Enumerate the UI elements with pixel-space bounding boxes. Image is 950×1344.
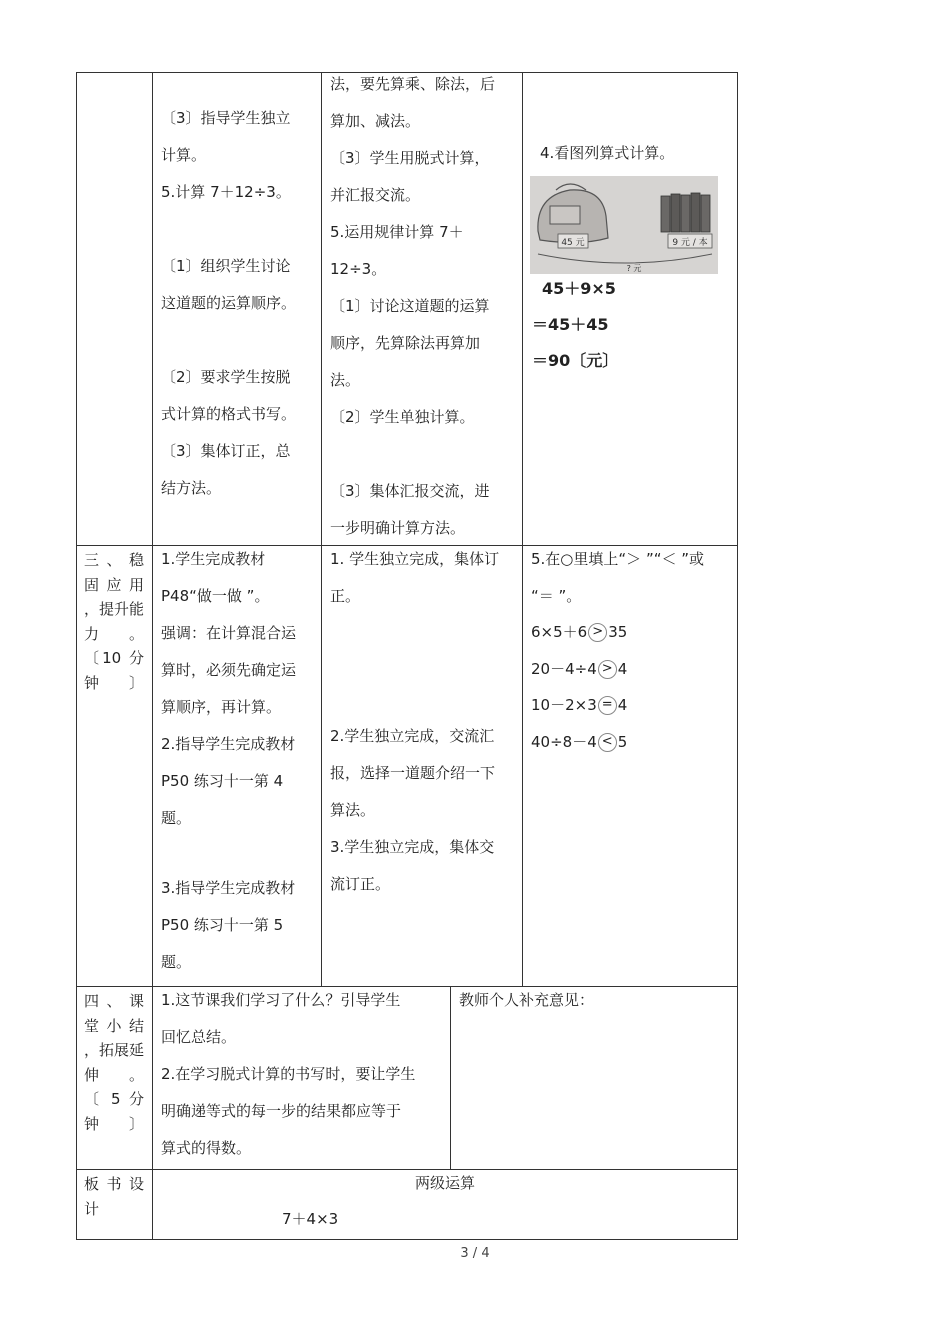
- label-line: 伸 。: [84, 1065, 144, 1084]
- text-line: 2.在学习脱式计算的书写时，要让学生: [161, 1065, 416, 1083]
- text-line: 5.计算 7＋12÷3。: [161, 183, 291, 201]
- label-line: 三、稳: [84, 551, 144, 569]
- text-line: 正。: [330, 587, 361, 605]
- text-line: 〔3〕集体汇报交流，进: [330, 482, 490, 500]
- compare-left: 20－4÷4: [531, 659, 597, 678]
- row2-student-cell-a: [330, 541, 520, 615]
- row2-stage-label: [84, 548, 144, 695]
- text-line: 法，要先算乘、除法，后: [330, 75, 496, 93]
- compare-right: 4: [617, 659, 628, 678]
- row2-exercise-cell: [531, 541, 735, 760]
- teacher-notes-label: 教师个人补充意见：: [459, 991, 595, 1009]
- text-line: 1.这节课我们学习了什么？引导学生: [161, 991, 401, 1009]
- text-line: 算顺序，再计算。: [161, 698, 282, 716]
- compare-right: 35: [608, 623, 628, 641]
- text-line: 强调：在计算混合运: [161, 624, 297, 642]
- label-line: ，拓展延: [84, 1041, 145, 1059]
- text-line: 法。: [330, 371, 361, 389]
- text-line: [161, 322, 316, 359]
- table-border-left: [76, 72, 77, 1240]
- text-line: “＝ ”。: [531, 586, 582, 605]
- text-line: 流订正。: [330, 875, 391, 893]
- text-line: 〔3〕学生用脱式计算，: [330, 149, 490, 167]
- label-line: 〔10 分: [84, 649, 144, 667]
- column-divider-teacher: [321, 72, 322, 986]
- label-line: 力 。: [84, 624, 144, 643]
- text-line: 〔2〕要求学生按脱: [161, 368, 291, 386]
- column-divider-student: [522, 72, 523, 986]
- column-divider-label: [152, 72, 153, 1240]
- row1-teacher-cell: [161, 100, 316, 507]
- compare-circle[interactable]: >: [588, 623, 607, 642]
- compare-row: [531, 724, 735, 761]
- compare-row: [531, 687, 735, 724]
- compare-left: 6×5＋6: [531, 623, 588, 641]
- text-line: 5.运用规律计算 7＋: [330, 223, 464, 241]
- text-line: 〔3〕指导学生独立: [161, 109, 291, 127]
- text-line: 3.指导学生完成教材: [161, 879, 296, 897]
- text-line: 报，选择一道题介绍一下: [330, 764, 496, 782]
- label-line: 〔 5 分: [84, 1090, 144, 1108]
- compare-row: [531, 614, 735, 651]
- text-line: 式计算的格式书写。: [161, 405, 297, 423]
- total-unknown-label: ? 元: [626, 264, 642, 273]
- label-line: 钟〕: [84, 673, 144, 692]
- compare-circle[interactable]: =: [598, 696, 617, 715]
- row3-stage-label: [84, 989, 144, 1136]
- text-line: 计算。: [161, 146, 207, 164]
- label-line: 四、课: [84, 992, 144, 1010]
- label-line: 计: [84, 1199, 100, 1218]
- row1-student-cell: [330, 66, 518, 547]
- text-line: 〔2〕学生单独计算。: [330, 408, 475, 426]
- text-line: 2.学生独立完成，交流汇: [330, 727, 495, 745]
- text-line: 回忆总结。: [161, 1028, 237, 1046]
- text-line: P48“做一做 ”。: [161, 587, 270, 605]
- board-design-title: 两级运算: [414, 1174, 475, 1192]
- column-divider-summary: [450, 986, 451, 1169]
- compare-left: 40÷8－4: [531, 732, 597, 751]
- compare-circle[interactable]: >: [598, 660, 617, 679]
- text-line: 算时，必须先确定运: [161, 661, 297, 679]
- text-line: 5.在○里填上“＞ ”“＜ ”或: [531, 550, 705, 568]
- compare-right: 5: [617, 732, 628, 751]
- page-number: 3 / 4: [460, 1246, 490, 1261]
- label-line: 钟〕: [84, 1114, 144, 1133]
- books-icon: [661, 193, 710, 232]
- text-line: 算加、减法。: [330, 112, 421, 130]
- compare-left: 10－2×3: [531, 696, 597, 714]
- compare-circle[interactable]: <: [598, 733, 617, 752]
- label-line: 板书设: [84, 1175, 144, 1193]
- text-line: 2.指导学生完成教材: [161, 735, 296, 753]
- row1-exercise-title: 4.看图列算式计算。: [540, 144, 675, 162]
- row4-stage-label: [84, 1172, 144, 1221]
- book-price-label: 9 元 / 本: [672, 238, 708, 248]
- label-line: ，提升能: [84, 600, 145, 618]
- text-line: 1. 学生独立完成，集体订: [330, 550, 500, 568]
- text-line: 这道题的运算顺序。: [161, 294, 297, 312]
- text-line: [161, 211, 316, 248]
- calc-line: 45＋9×5: [542, 279, 616, 298]
- text-line: P50 练习十一第 5: [161, 916, 284, 934]
- text-line: 结方法。: [161, 479, 222, 497]
- label-line: 堂小结: [84, 1016, 144, 1035]
- text-line: 12÷3。: [330, 260, 387, 278]
- compare-row: [531, 651, 735, 688]
- text-line: P50 练习十一第 4: [161, 772, 284, 790]
- text-line: 题。: [161, 953, 192, 971]
- text-line: 明确递等式的每一步的结果都应等于: [161, 1102, 402, 1120]
- row2-teacher-cell: [161, 541, 321, 981]
- calc-line: ＝90〔元〕: [532, 351, 619, 370]
- row3-summary-cell: [161, 982, 449, 1167]
- textbook-illustration: [530, 176, 718, 274]
- text-line: 并汇报交流。: [330, 186, 421, 204]
- lesson-table: [76, 72, 738, 1240]
- compare-right: 4: [617, 696, 628, 714]
- text-line: 〔3〕集体订正，总: [161, 442, 291, 460]
- table-border-right: [737, 72, 738, 1240]
- text-line: 〔1〕讨论这道题的运算: [330, 297, 490, 315]
- text-line: [161, 837, 321, 870]
- row1-calculation: [532, 271, 732, 379]
- board-design-formula: 7＋4×3: [282, 1210, 339, 1228]
- row2-student-cell-b: [330, 718, 520, 903]
- text-line: 〔1〕组织学生讨论: [161, 257, 291, 275]
- table-border-bottom: [76, 1239, 738, 1240]
- text-line: 3.学生独立完成，集体交: [330, 838, 495, 856]
- calc-line: ＝45＋45: [532, 315, 609, 334]
- bag-price-label: 45 元: [561, 238, 585, 248]
- text-line: 1.学生完成教材: [161, 550, 266, 568]
- text-line: 顺序，先算除法再算加: [330, 334, 481, 352]
- text-line: 题。: [161, 809, 192, 827]
- text-line: [330, 436, 518, 473]
- text-line: 算法。: [330, 801, 376, 819]
- label-line: 固应用: [84, 575, 144, 594]
- text-line: 算式的得数。: [161, 1139, 252, 1157]
- text-line: 一步明确计算方法。: [330, 519, 466, 537]
